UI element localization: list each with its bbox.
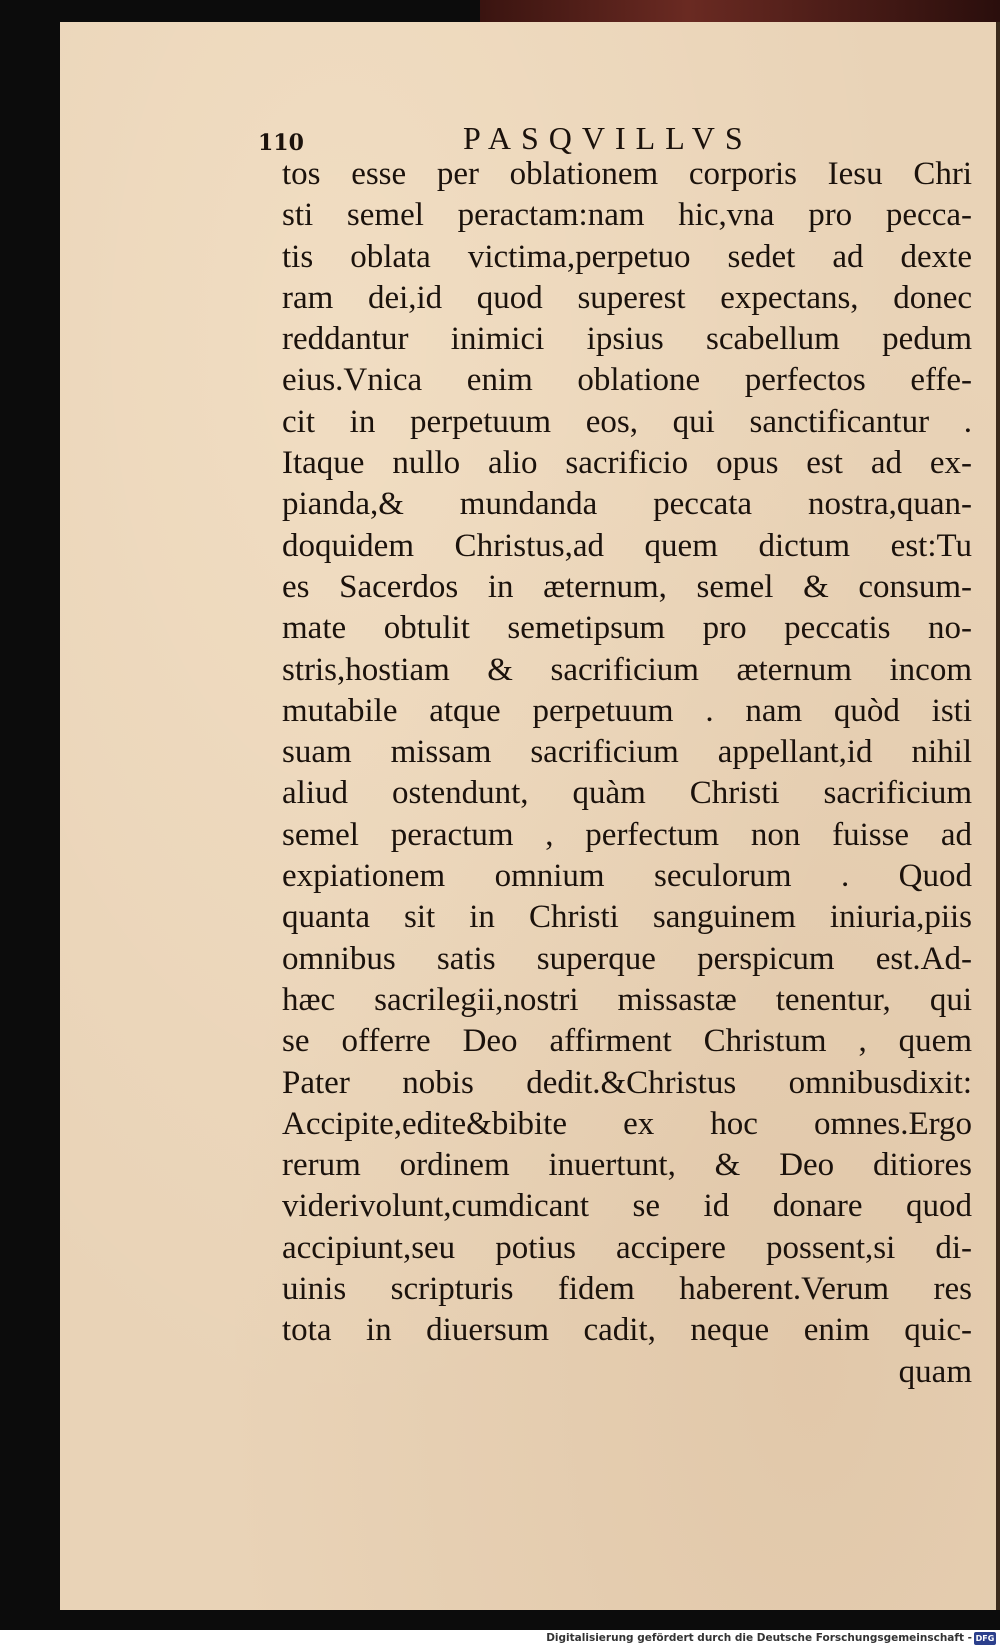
dfg-logo: DFG — [975, 1634, 995, 1643]
running-title: PASQVILLVS — [463, 120, 753, 156]
text-line: es Sacerdos in æternum, semel & consum- — [282, 568, 972, 605]
text-line: cit in perpetuum eos, qui sanctificantur . — [282, 403, 972, 440]
text-line: omnibus satis superque perspicum est.Ad- — [282, 940, 972, 977]
text-line: pianda,& mundanda peccata nostra,quan- — [282, 486, 972, 523]
text-line: Accipite,edite&bibite ex hoc omnes.Ergo — [282, 1105, 972, 1142]
text-line: viderivolunt,cumdicant se id donare quod — [282, 1188, 972, 1225]
text-line: reddantur inimici ipsius scabellum pedum — [282, 321, 972, 358]
page-top-edge — [480, 0, 1000, 22]
text-line: quanta sit in Christi sanguinem iniuria,piis — [282, 899, 972, 936]
text-line: tota in diuersum cadit, neque enim quic- — [282, 1312, 972, 1349]
page-number: 110 — [258, 130, 304, 156]
text-line: stris,hostiam & sacrificium æternum incom — [282, 651, 972, 688]
text-line: tis oblata victima,perpetuo sedet ad dexte — [282, 238, 972, 275]
text-line: mutabile atque perpetuum . nam quòd isti — [282, 692, 972, 729]
text-line: aliud ostendunt, quàm Christi sacrificium — [282, 775, 972, 812]
text-line: suam missam sacrificium appellant,id nihil — [282, 734, 972, 771]
text-line: semel peractum , perfectum non fuisse ad — [282, 816, 972, 853]
text-line: Pater nobis dedit.&Christus omnibusdixit: — [282, 1064, 972, 1101]
text-line: rerum ordinem inuertunt, & Deo ditiores — [282, 1147, 972, 1184]
text-line: uinis scripturis fidem haberent.Verum res — [282, 1271, 972, 1308]
text-line: hæc sacrilegii,nostri missastæ tenentur, qui — [282, 981, 972, 1018]
text-line: se offerre Deo affirment Christum , quem — [282, 1023, 972, 1060]
text-line: ram dei,id quod superest expectans, donec — [282, 279, 972, 316]
text-line: expiationem omnium seculorum . Quod — [282, 858, 972, 895]
page-right-edge — [996, 22, 1000, 1610]
text-line: tos esse per oblationem corporis Iesu Chri — [282, 156, 972, 192]
text-line: mate obtulit semetipsum pro peccatis no- — [282, 610, 972, 647]
text-line: Itaque nullo alio sacrificio opus est ad ex- — [282, 445, 972, 482]
text-line: accipiunt,seu potius accipere possent,si di- — [282, 1229, 972, 1266]
body-text — [282, 154, 972, 1393]
text-line: eius.Vnica enim oblatione perfectos effe- — [282, 362, 972, 399]
catchword: quam — [898, 1353, 972, 1390]
text-line: sti semel peractam:nam hic,vna pro pecca- — [282, 197, 972, 234]
text-line: doquidem Christus,ad quem dictum est:Tu — [282, 527, 972, 564]
page-header — [258, 118, 978, 158]
digitization-credit: Digitalisierung gefördert durch die Deutsche Forschungsgemeinschaft - — [546, 1632, 972, 1644]
